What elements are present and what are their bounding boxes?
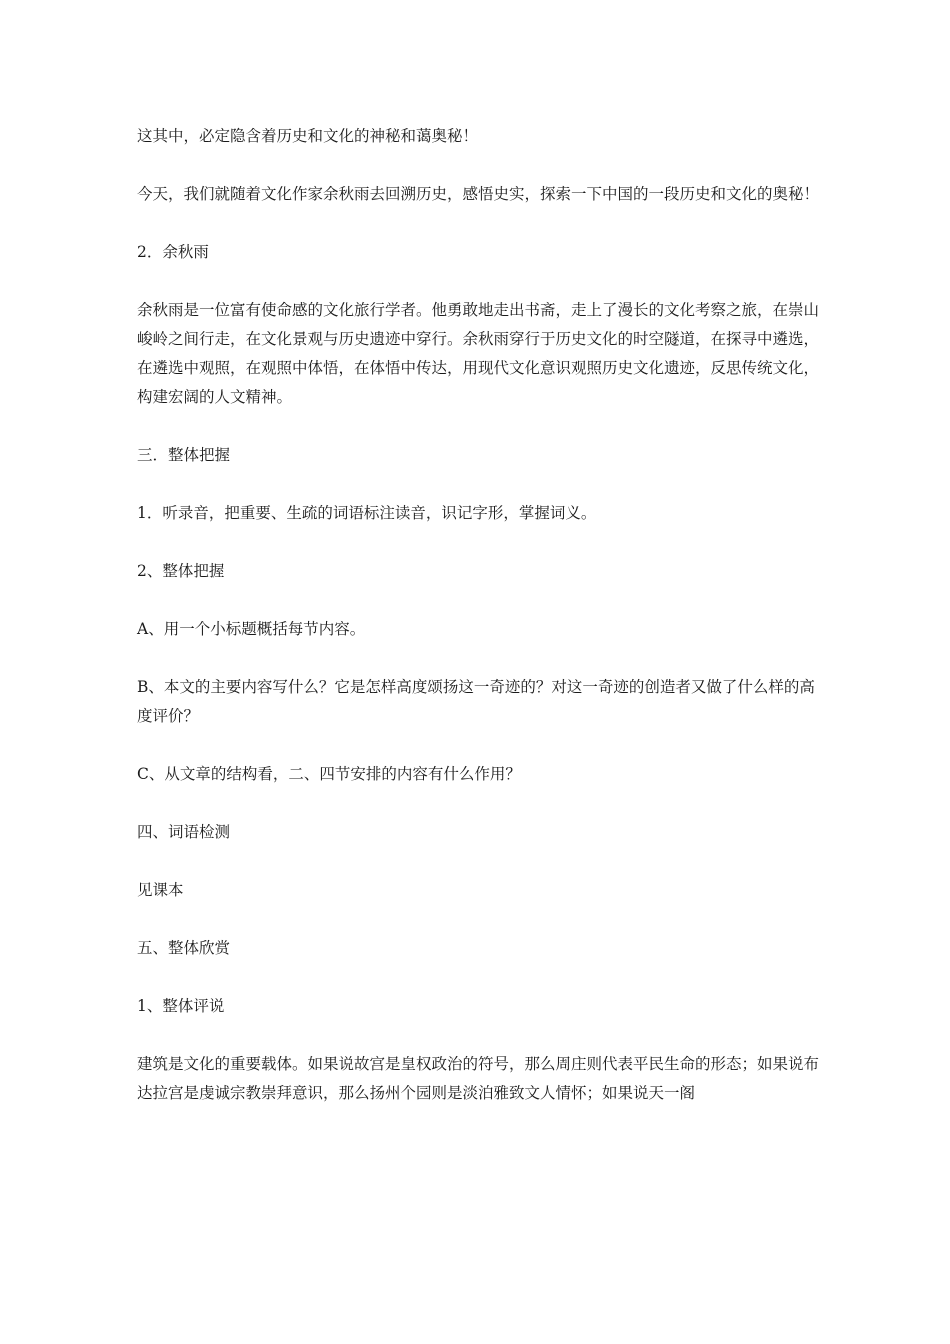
question-b: B、本文的主要内容写什么？它是怎样高度颂扬这一奇迹的？对这一奇迹的创造者又做了什么样的高度评价？ xyxy=(137,678,815,725)
subheading-overall-grasp: 2、整体把握 xyxy=(137,562,225,580)
see-textbook-note: 见课本 xyxy=(137,881,184,899)
paragraph-1: 这其中，必定隐含着历史和文化的神秘和蔼奥秘！ xyxy=(137,127,479,145)
subheading-overall-commentary: 1、整体评说 xyxy=(137,997,225,1015)
question-c: C、从文章的结构看，二、四节安排的内容有什么作用？ xyxy=(137,765,521,783)
question-a: A、用一个小标题概括每节内容。 xyxy=(137,620,366,638)
task-listen-recording: 1．听录音，把重要、生疏的词语标注读音，识记字形，掌握词义。 xyxy=(137,504,597,522)
paragraph-architecture: 建筑是文化的重要载体。如果说故宫是皇权政治的符号，那么周庄则代表平民生命的形态；如果说布达拉宫是虔诚宗教崇拜意识，那么扬州个园则是淡泊雅致文人情怀；如果说天一阁 xyxy=(137,1055,820,1102)
paragraph-author-intro: 余秋雨是一位富有使命感的文化旅行学者。他勇敢地走出书斋，走上了漫长的文化考察之旅，在崇山峻岭之间行走，在文化景观与历史遗迹中穿行。余秋雨穿行于历史文化的时空隧道，在探寻中遴选，在遴选中观照，在观照中体悟，在体悟中传达，用现代文化意识观照历史文化遗迹，反思传统文化，构建宏阔的人文精神。 xyxy=(137,301,820,406)
section-heading-yu-qiuyu: 2．余秋雨 xyxy=(137,243,209,261)
paragraph-2: 今天，我们就随着文化作家余秋雨去回溯历史，感悟史实，探索一下中国的一段历史和文化的奥秘！ xyxy=(137,185,820,203)
section-heading-overall-grasp: 三．整体把握 xyxy=(137,446,231,464)
document-body xyxy=(137,122,827,1137)
section-heading-overall-appreciation: 五、整体欣赏 xyxy=(137,939,231,957)
section-heading-vocabulary-test: 四、词语检测 xyxy=(137,823,231,841)
